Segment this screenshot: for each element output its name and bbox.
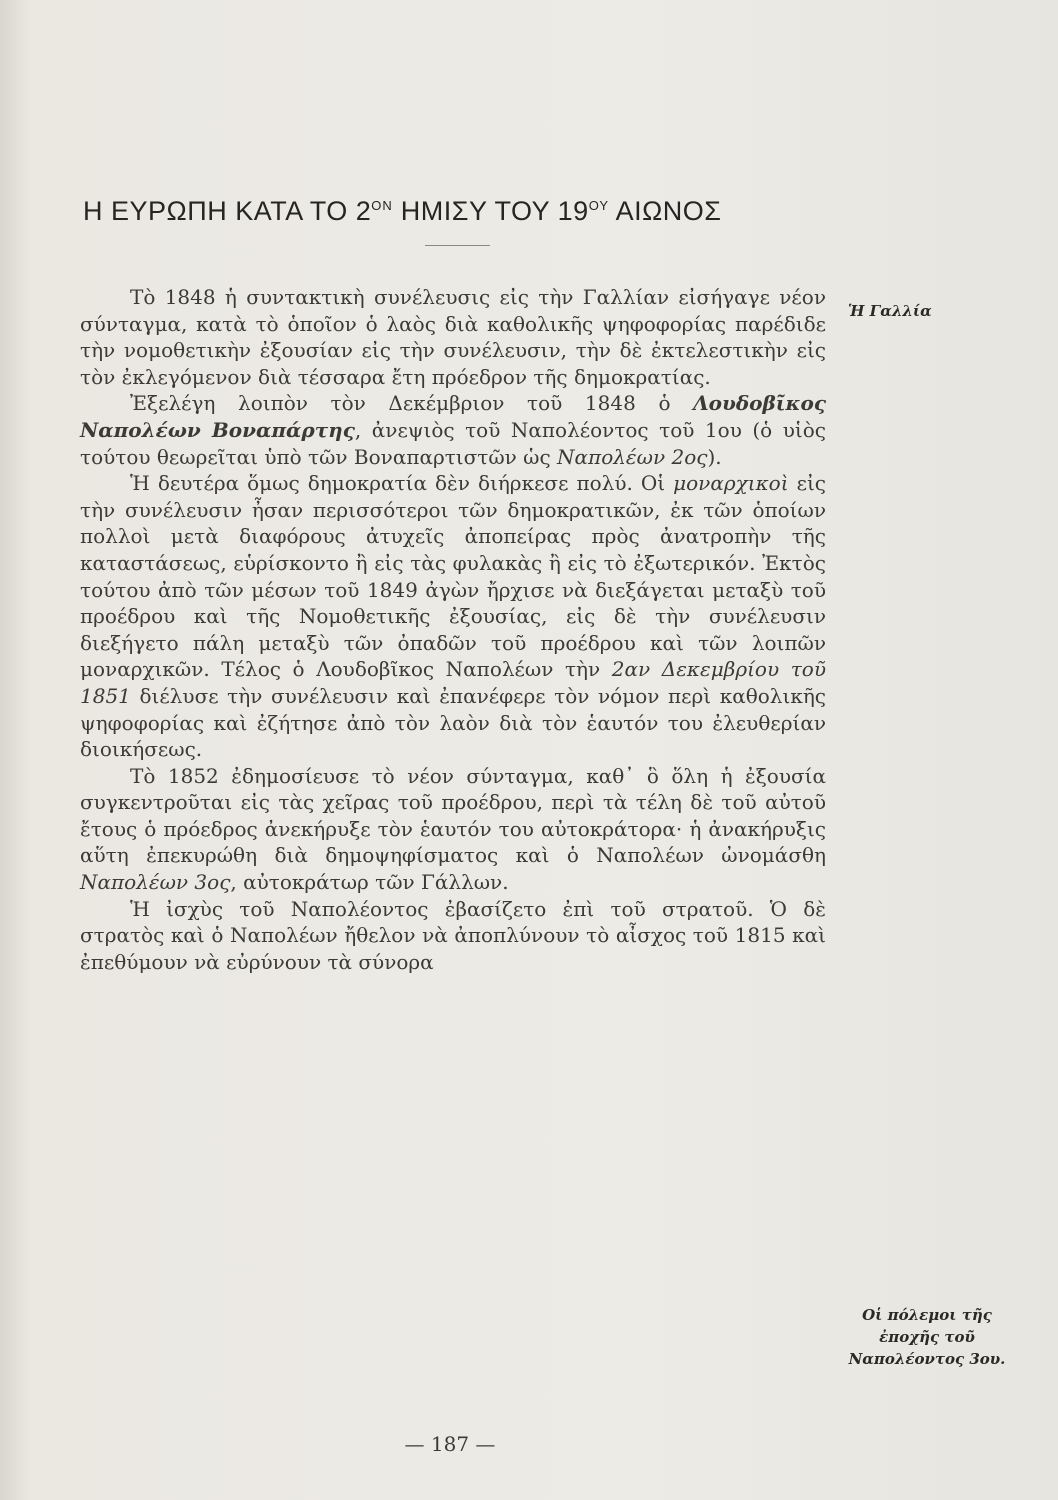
paragraph-3: Ἡ δευτέρα ὅμως δημοκρατία δὲν διήρκεσε πολύ. Οἱ μοναρχικοὶ εἰς τὴν συνέλευσιν ἦσαν περισσότεροι τῶν δημοκρατικῶν, ἐκ τῶν ὁποίων πολλοὶ μετὰ διαφόρους ἀτυχεῖς ἀποπείρας πρὸς ἀνατροπὴν τῆς καταστάσεως, εὑρίσκοντο ἢ εἰς τὰς φυλακὰς ἢ εἰς τὸ ἐξωτερικόν. Ἐκτὸς τούτου ἀπὸ τῶν μέσων τοῦ 1849 ἀγὼν ἤρχισε νὰ διεξάγεται μεταξὺ τοῦ προέδρου καὶ τῆς Νομοθετικῆς ἐξουσίας, εἰς δὲ τὴν συνέλευσιν διεξήγετο πάλη μεταξὺ τῶν ὀπαδῶν τοῦ προέδρου καὶ τῶν λοιπῶν μοναρχικῶν. Τέλος ὁ Λουδοβῖκος Ναπολέων τὴν 2αν Δεκεμβρίου τοῦ 1851 διέλυσε τὴν συνέλευσιν καὶ ἐπανέφερε τὸν νόμον περὶ καθολικῆς ψηφοφορίας καὶ ἐζήτησε ἀπὸ τὸν λαὸν διὰ τὸν ἑαυτόν του ἐλευθερίαν διοικήσεως. <box>80 471 826 762</box>
body-text <box>80 284 826 975</box>
paragraph-4: Τὸ 1852 ἐδημοσίευσε τὸ νέον σύνταγμα, καθ᾽ ὃ ὅλη ἡ ἐξουσία συγκεντροῦται εἰς τὰς χεῖρας τοῦ προέδρου, περὶ τὰ τέλη δὲ τοῦ αὐτοῦ ἔτους ὁ πρόεδρος ἀνεκήρυξε τὸν ἑαυτόν του αὐτοκράτορα· ἡ ἀνακήρυξις αὕτη ἐπεκυρώθη διὰ δημοψηφίσματος καὶ ὁ Ναπολέων ὠνομάσθη Ναπολέων 3ος, αὐτοκράτωρ τῶν Γάλλων. <box>80 763 826 895</box>
page-number: — 187 — <box>404 1432 496 1456</box>
paragraph-1: Τὸ 1848 ἡ συντακτικὴ συνέλευσις εἰς τὴν Γαλλίαν εἰσήγαγε νέον σύνταγμα, κατὰ τὸ ὁποῖον ὁ λαὸς διὰ καθολικῆς ψηφοφορίας παρέδιδε τὴν νομοθετικὴν ἐξουσίαν εἰς τὴν συνέλευσιν, τὴν δὲ ἐκτελεστικὴν εἰς τὸν ἐκλεγόμενον διὰ τέσσαρα ἔτη πρόεδρον τῆς δημοκρατίας. <box>80 285 826 389</box>
paragraph-5: Ἡ ἰσχὺς τοῦ Ναπολέοντος ἐβασίζετο ἐπὶ τοῦ στρατοῦ. Ὁ δὲ στρατὸς καὶ ὁ Ναπολέων ἤθελον νὰ ἀποπλύνουν τὸ αἶσχος τοῦ 1815 καὶ ἐπεθύμουν νὰ εὐρύνουν τὰ σύνορα <box>80 896 826 974</box>
margin-note-france: Ἡ Γαλλία <box>848 302 932 320</box>
margin-note-wars: Οἱ πόλεμοι τῆς ἐποχῆς τοῦ Ναπολέοντος 3ου. <box>848 1306 1006 1368</box>
paragraph-2: Ἐξελέγη λοιπὸν τὸν Δεκέμβριον τοῦ 1848 ὁ Λουδοβῖκος Ναπολέων Βοναπάρτης, ἀνεψιὸς τοῦ Ναπολέοντος τοῦ 1ου (ὁ υἱὸς τούτου θεωρεῖται ὑπὸ τῶν Βοναπαρτιστῶν ὡς Ναπολέων 2ος). <box>80 391 826 469</box>
heading-divider <box>425 245 490 246</box>
emphasized-name: Λουδοβῖκος Ναπολέων Βοναπάρτης <box>80 391 826 442</box>
chapter-heading: Η ΕΥΡΩΠΗ ΚΑΤΑ ΤΟ $2^{ON}$ ΗΜΙΣΥ ΤΟΥ $19^{O\Upsilon}$ ΑΙΩΝΟΣ <box>83 196 722 226</box>
